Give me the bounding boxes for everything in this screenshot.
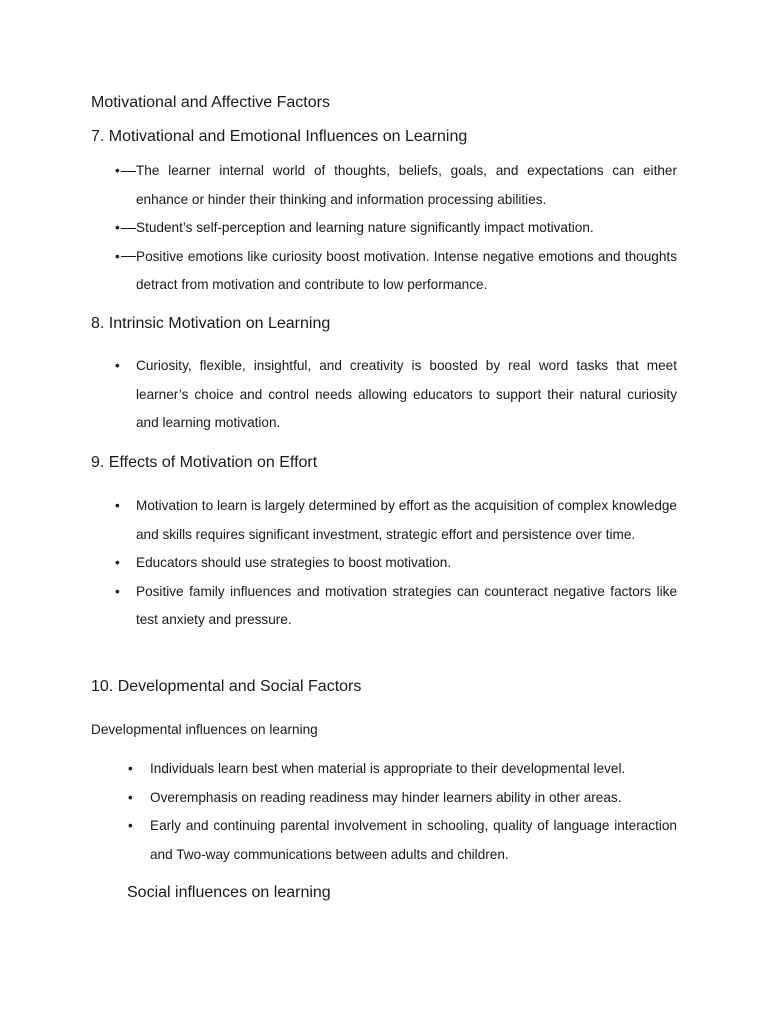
list-item-text: Positive family influences and motivation strategies can counteract negative factors like test anxiety and pressure.: [136, 583, 677, 627]
bullet-icon: •: [115, 555, 120, 570]
bullet-icon: •: [115, 498, 120, 513]
list-item: [128, 812, 677, 869]
list-item: [115, 157, 677, 214]
list-item-text: Positive emotions like curiosity boost motivation. Intense negative emotions and thoughts detract from motivation and contribute to low performance.: [136, 248, 677, 292]
heading-8: 8. Intrinsic Motivation on Learning: [91, 315, 331, 332]
list-item-text: Individuals learn best when material is appropriate to their developmental level.: [150, 761, 626, 776]
section-10-list: [128, 755, 677, 869]
section-7-list: [115, 157, 677, 300]
bullet-icon: •: [128, 818, 133, 833]
list-item-text: Early and continuing parental involvement in schooling, quality of language interaction and Two-way communications between adults and children.: [150, 818, 677, 862]
bullet-icon: •: [115, 214, 120, 243]
bullet-icon: •: [115, 583, 120, 599]
list-item: [115, 492, 677, 549]
list-item: [115, 578, 677, 635]
list-item-text: The learner internal world of thoughts, beliefs, goals, and expectations can either enhance or hinder their thinking and information processing abilities.: [136, 163, 677, 207]
list-item-text: Student’s self-perception and learning nature significantly impact motivation.: [136, 220, 594, 235]
list-item-text: Curiosity, flexible, insightful, and creativity is boosted by real word tasks that meet learner’s choice and control needs allowing educators to support their natural curiosity and learning motivation.: [136, 358, 677, 430]
list-item: [128, 784, 677, 813]
list-item-text: Motivation to learn is largely determined by effort as the acquisition of complex knowledge and skills requires significant investment, strategic effort and persistence over time.: [136, 498, 677, 542]
list-item: [115, 243, 677, 300]
heading-10: 10. Developmental and Social Factors: [91, 678, 362, 695]
bullet-icon: •: [115, 358, 120, 373]
section-9-list: [115, 492, 677, 635]
heading-9: 9. Effects of Motivation on Effort: [91, 454, 318, 471]
list-item-text: Overemphasis on reading readiness may hinder learners ability in other areas.: [150, 789, 622, 805]
bullet-icon: •: [128, 789, 133, 805]
developmental-subheading: Developmental influences on learning: [91, 722, 318, 737]
list-item: [128, 755, 677, 784]
section-8-list: [115, 352, 677, 438]
section-title: Motivational and Affective Factors: [91, 94, 330, 111]
bullet-icon: •: [128, 761, 133, 776]
list-item: [115, 214, 677, 243]
social-heading: Social influences on learning: [127, 884, 331, 901]
list-item-text: Educators should use strategies to boost motivation.: [136, 555, 452, 570]
bullet-icon: •: [115, 157, 120, 186]
bullet-icon: •: [115, 243, 120, 272]
list-item: [115, 549, 677, 578]
list-item: [115, 352, 677, 438]
heading-7: 7. Motivational and Emotional Influences on Learning: [91, 128, 468, 145]
